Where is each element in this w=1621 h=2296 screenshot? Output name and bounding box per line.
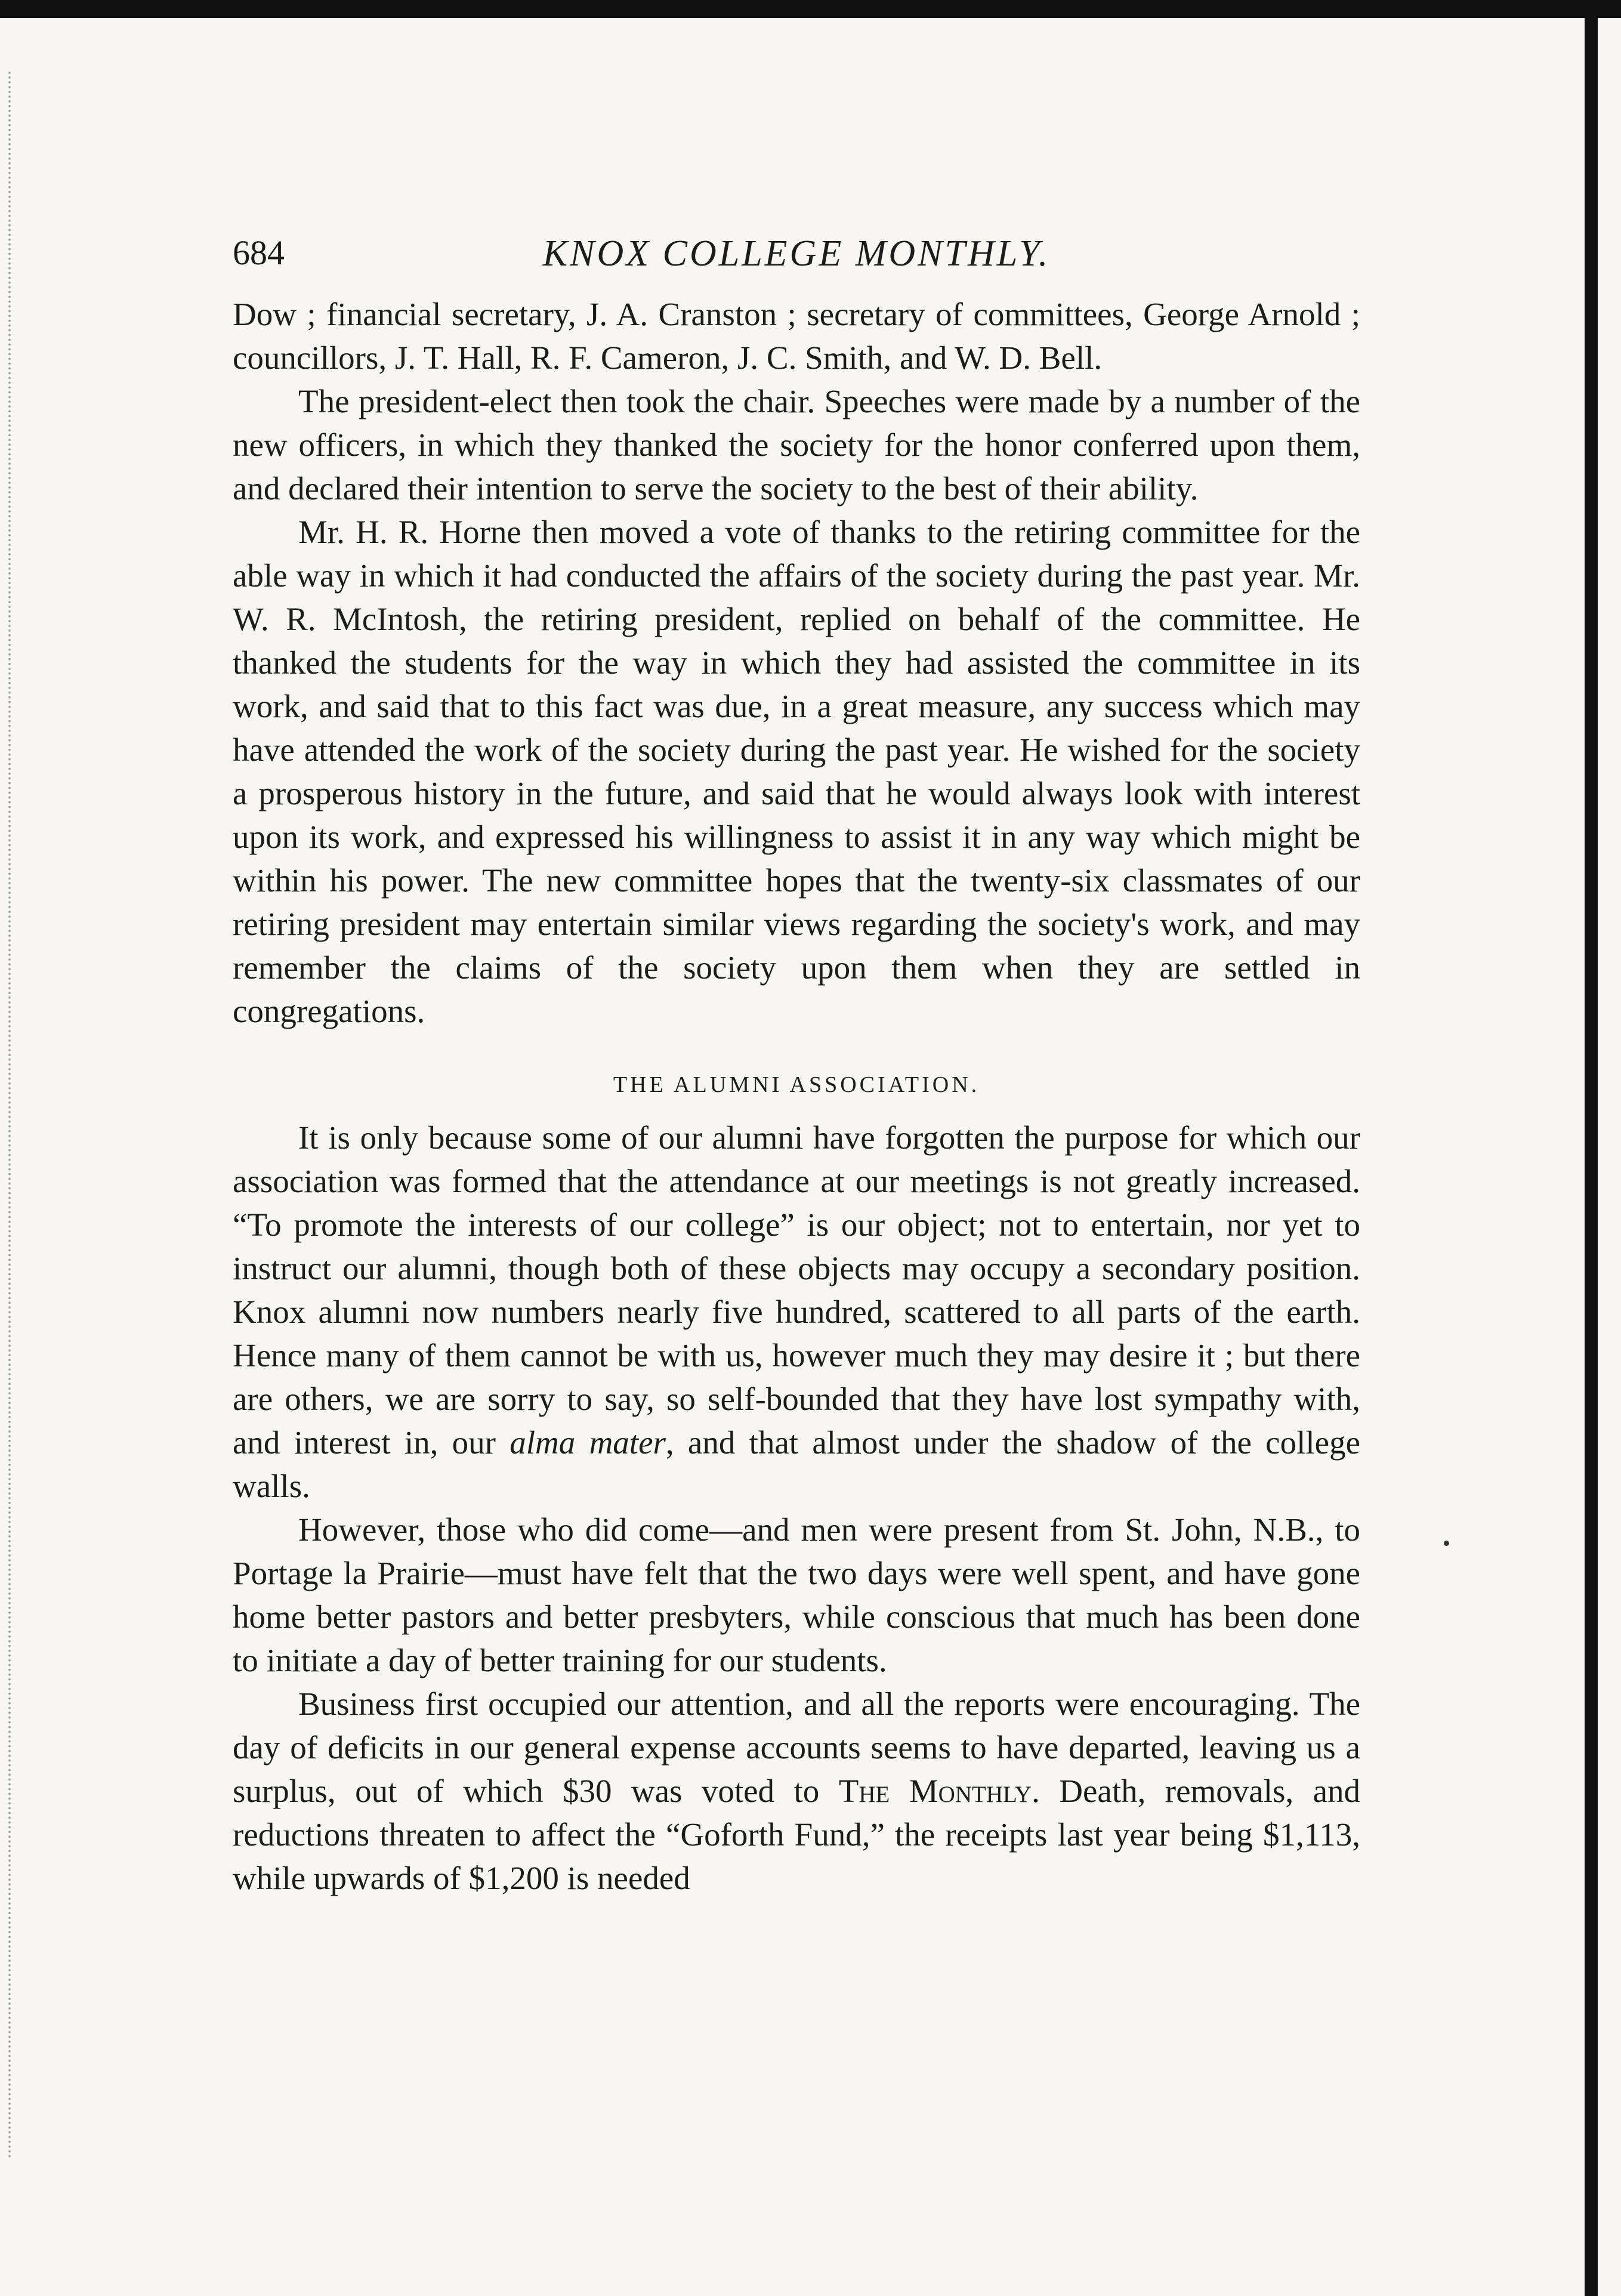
alumni-p1-text-a: It is only because some of our alumni have forgotten the purpose for which our association was formed that the attendance at our meetings is not greatly increased. “To promote the interests of our college” is our object; not to entertain, nor yet to instruct our alumni, though both of these objects may occupy a secondary position. Knox alumni now numbers nearly five hundred, scattered to all parts of the earth. Hence many of them cannot be with us, however much they may desire it ; but there are others, we are sorry to say, so self-bounded that they have lost sympathy with, and interest in, our <box>233 1119 1360 1461</box>
paragraph-president-elect: The president-elect then took the chair. Speeches were made by a number of the new officers, in which they thanked the society for the honor conferred upon them, and declared their intention to serve the society to the best of their ability. <box>233 383 1360 507</box>
journal-title: KNOX COLLEGE MONTHLY. <box>542 233 1051 274</box>
alma-mater-italic: alma mater <box>510 1424 666 1461</box>
paragraph-officers-list: Dow ; financial secretary, J. A. Cranston ; secretary of committees, George Arnold ; councillors, J. T. Hall, R. F. Cameron, J. C. Smith, and W. D. Bell. <box>233 296 1360 376</box>
the-monthly-smallcaps: The Monthly. <box>838 1773 1040 1809</box>
alumni-p1-text-b: , and that almost under the shadow of the college walls. <box>233 1424 1360 1504</box>
top-border-rule <box>0 0 1621 18</box>
margin-dot <box>1444 1541 1449 1546</box>
page-body <box>233 227 1360 1900</box>
alumni-p3-text-b: Death, removals, and reductions threaten to affect the “Goforth Fund,” the receipts last year being $1,113, while upwards of $1,200 is needed <box>233 1773 1361 1896</box>
paragraph-attendees: However, those who did come—and men were present from St. John, N.B., to Portage la Prairie—must have felt that the two days were well spent, and have gone home better pastors and better presbyters, while conscious that much has been done to initiate a day of better training for our students. <box>233 1511 1360 1678</box>
running-head <box>233 227 1360 292</box>
article-text <box>233 292 1360 1900</box>
paragraph-business <box>233 1682 1360 1900</box>
section-heading-alumni: THE ALUMNI ASSOCIATION. <box>613 1072 980 1097</box>
page-number: 684 <box>233 233 285 272</box>
left-margin-specks <box>8 72 19 2160</box>
paragraph-alumni-purpose <box>233 1116 1360 1508</box>
paragraph-vote-of-thanks: Mr. H. R. Horne then moved a vote of thanks to the retiring committee for the able way in which it had conducted the affairs of the society during the past year. Mr. W. R. McIntosh, the retiring president, replied on behalf of the committee. He thanked the students for the way in which they had assisted the committee in its work, and said that to this fact was due, in a great measure, any success which may have attended the work of the society during the past year. He wished for the society a prosperous history in the future, and said that he would always look with interest upon its work, and expressed his willingness to assist it in any way which might be within his power. The new committee hopes that the twenty-six classmates of our retiring president may entertain similar views regarding the society's work, and may remember the claims of the society upon them when they are settled in congregations. <box>233 514 1360 1029</box>
alumni-p3-text-a: Business first occupied our attention, and all the reports were encouraging. The day of deficits in our general expense accounts seems to have departed, leaving us a surplus, out of which $30 was voted to <box>233 1686 1360 1809</box>
right-border-rule <box>1585 0 1598 2296</box>
